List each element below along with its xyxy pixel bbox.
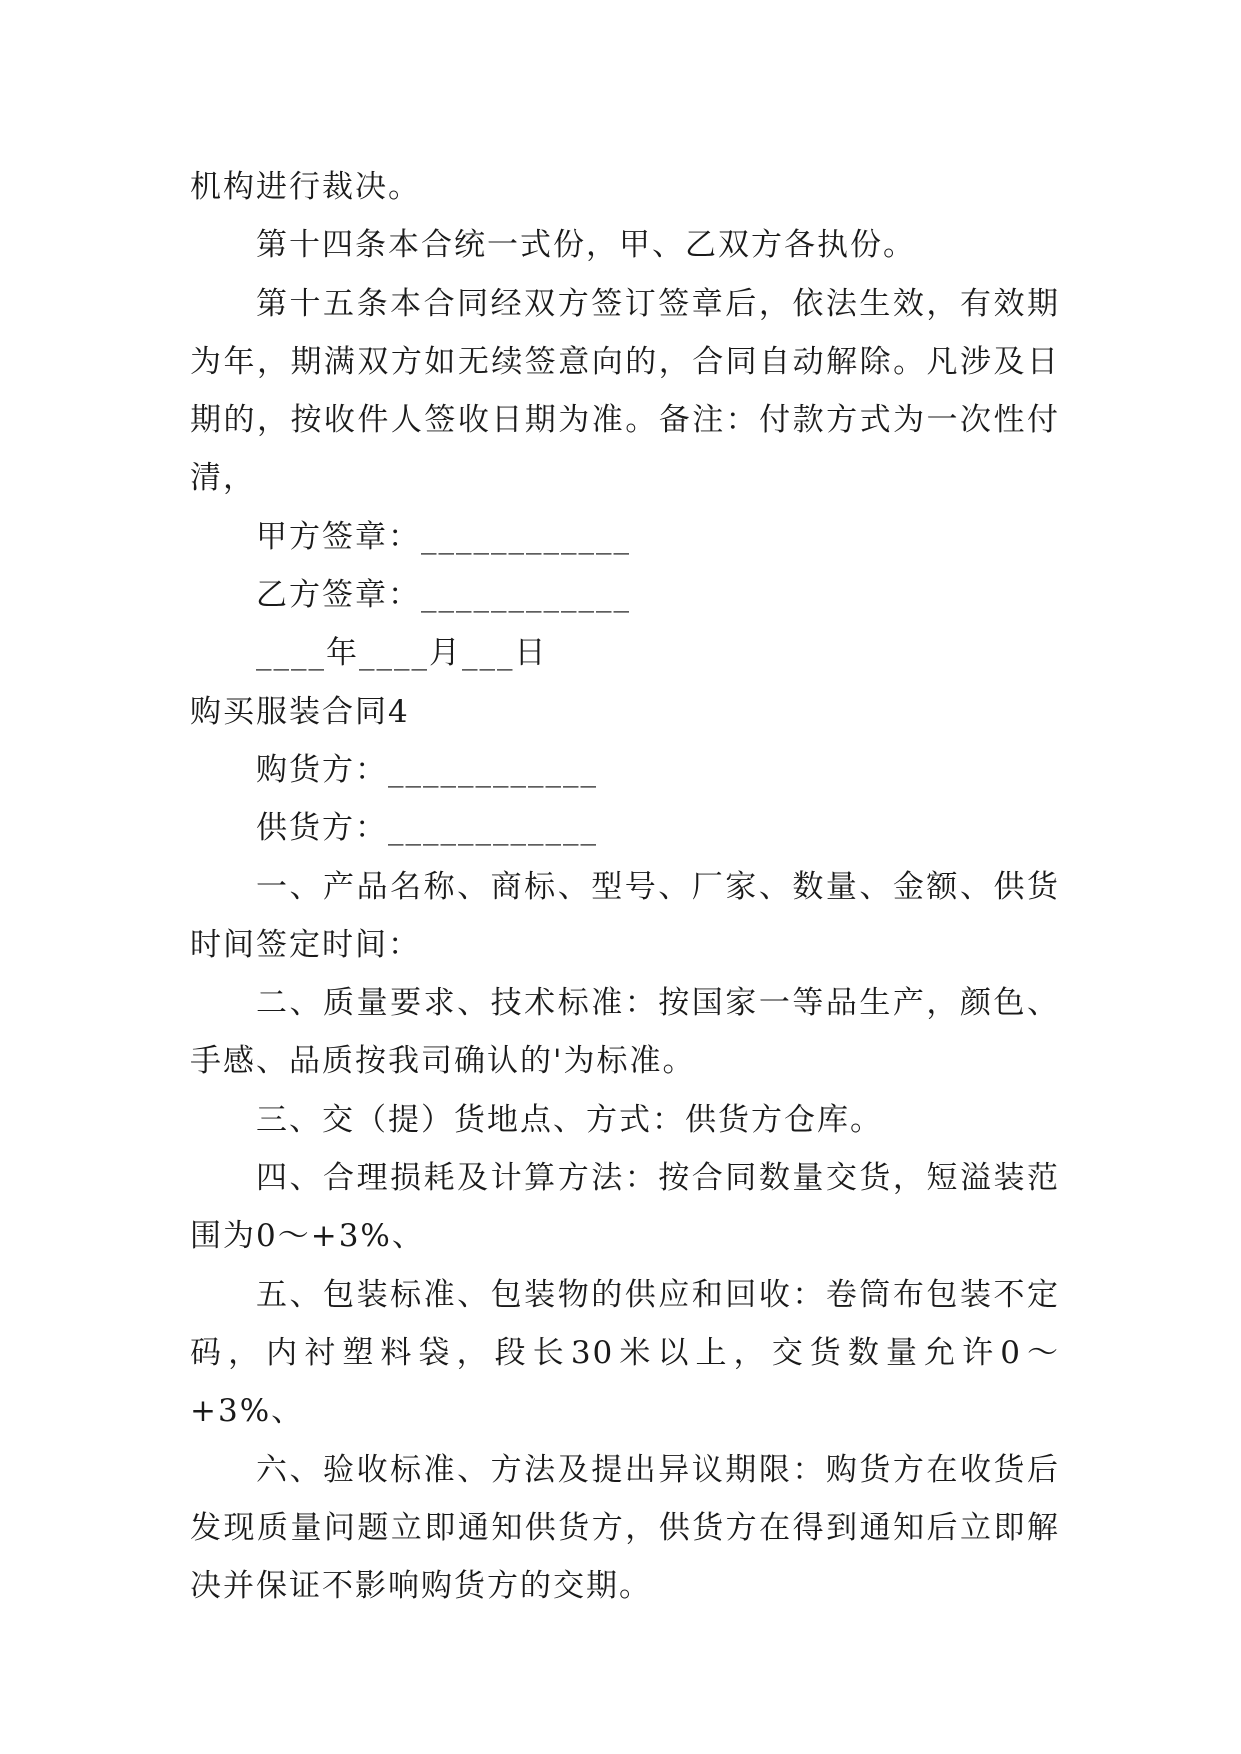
date-line: ____年____月___日 — [256, 635, 548, 672]
party-b-signature-line: 乙方签章：____________ — [256, 577, 631, 614]
clause-4: 四、合理损耗及计算方法：按合同数量交货，短溢装范围为0～+3%、 — [190, 1160, 1060, 1255]
buyer-line: 购货方：____________ — [256, 751, 598, 788]
clause-2: 二、质量要求、技术标准：按国家一等品生产，颜色、手感、品质按我司确认的'为标准。 — [190, 985, 1060, 1080]
party-a-signature-line: 甲方签章：____________ — [256, 518, 631, 555]
document-body — [190, 158, 1060, 1615]
paragraph-article-15: 第十五条本合同经双方签订签章后，依法生效，有效期为年，期满双方如无续签意向的，合同自动解除。凡涉及日期的，按收件人签收日期为准。备注：付款方式为一次性付清， — [190, 285, 1060, 497]
paragraph-article-14: 第十四条本合统一式份，甲、乙双方各执份。 — [256, 227, 916, 264]
contract-title: 购买服装合同4 — [190, 693, 410, 730]
paragraph-arbitration-end: 机构进行裁决。 — [190, 169, 421, 205]
supplier-line: 供货方：____________ — [256, 810, 598, 847]
clause-5: 五、包装标准、包装物的供应和回收：卷筒布包装不定码，内衬塑料袋，段长30米以上，交货数量允许0～+3%、 — [190, 1276, 1060, 1430]
clause-6: 六、验收标准、方法及提出异议期限：购货方在收货后发现质量问题立即通知供货方，供货方在得到通知后立即解决并保证不影响购货方的交期。 — [190, 1451, 1060, 1605]
clause-1: 一、产品名称、商标、型号、厂家、数量、金额、供货时间签定时间： — [190, 868, 1060, 963]
clause-3: 三、交（提）货地点、方式：供货方仓库。 — [256, 1101, 883, 1138]
